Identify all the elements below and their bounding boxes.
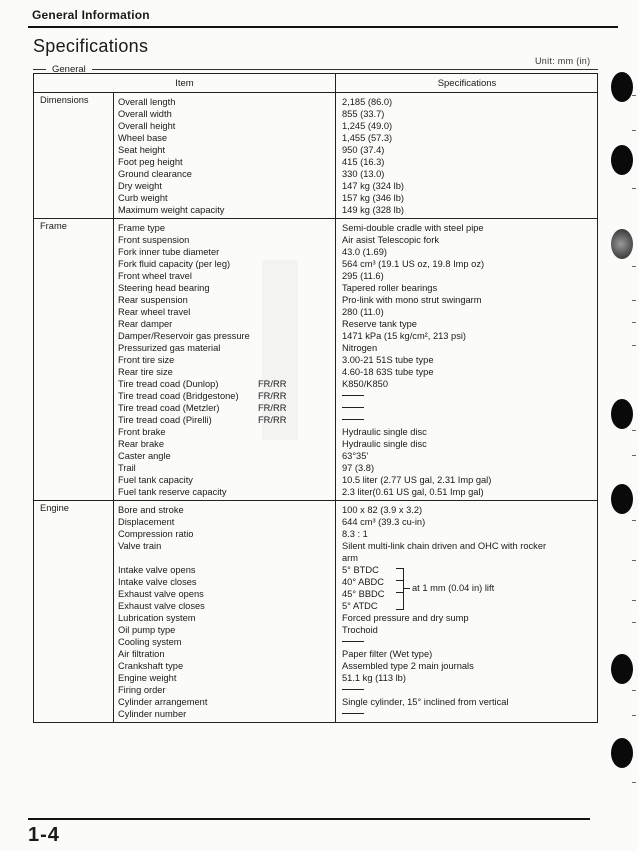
row-spec: Hydraulic single disc	[342, 439, 427, 449]
row-spec: Pro-link with mono strut swingarm	[342, 295, 482, 305]
row-item: Frame type	[118, 223, 166, 233]
row-item: Rear brake	[118, 439, 164, 449]
binder-hole-icon	[611, 229, 633, 259]
row-item: Engine weight	[118, 673, 177, 683]
table-row	[34, 144, 597, 156]
row-item: Wheel base	[118, 133, 168, 143]
row-spec: 10.5 liter (2.77 US gal, 2.31 Imp gal)	[342, 475, 492, 485]
binder-hole-icon	[611, 72, 633, 102]
row-spec	[342, 414, 364, 426]
category-label: Engine	[40, 503, 69, 513]
row-item: Compression ratio	[118, 529, 194, 539]
footer-rule	[28, 818, 590, 820]
edge-mark	[632, 520, 636, 521]
row-item: Cylinder arrangement	[118, 697, 208, 707]
table-row	[34, 624, 597, 636]
row-spec: Paper filter (Wet type)	[342, 649, 433, 659]
row-spec: 855 (33.7)	[342, 109, 385, 119]
row-item: Dry weight	[118, 181, 162, 191]
row-item: Overall length	[118, 97, 176, 107]
row-spec: 2,185 (86.0)	[342, 97, 393, 107]
row-item: Seat height	[118, 145, 166, 155]
table-row	[34, 366, 597, 378]
row-item: Rear wheel travel	[118, 307, 191, 317]
edge-mark	[632, 430, 636, 431]
row-spec: Nitrogen	[342, 343, 378, 353]
column-header-item: Item	[175, 78, 194, 89]
table-row	[34, 540, 597, 552]
binder-hole-icon	[611, 654, 633, 684]
row-item: Lubrication system	[118, 613, 196, 623]
table-row	[34, 258, 597, 270]
table-row	[34, 474, 597, 486]
row-spec: 1,245 (49.0)	[342, 121, 393, 131]
table-row	[34, 342, 597, 354]
table-row	[34, 438, 597, 450]
row-spec: arm	[342, 553, 359, 563]
edge-mark	[632, 715, 636, 716]
row-spec: Air asist Telescopic fork	[342, 235, 439, 245]
row-spec: 8.3 : 1	[342, 529, 368, 539]
table-row	[34, 552, 597, 564]
column-header-specifications: Specifications	[437, 78, 497, 89]
row-spec: 40° ABDC	[342, 577, 384, 587]
edge-mark	[632, 345, 636, 346]
group-frame	[34, 219, 597, 501]
table-row	[34, 132, 597, 144]
table-row	[34, 414, 597, 426]
table-row	[34, 306, 597, 318]
edge-mark	[632, 188, 636, 189]
page-number: 1-4	[28, 824, 60, 846]
group-engine	[34, 501, 597, 722]
row-spec	[342, 708, 364, 720]
table-row	[34, 222, 597, 234]
row-item: Cylinder number	[118, 709, 187, 719]
row-spec: Trochoid	[342, 625, 378, 635]
row-spec: 295 (11.6)	[342, 271, 384, 281]
table-row	[34, 156, 597, 168]
table-row	[34, 294, 597, 306]
row-item: Fuel tank capacity	[118, 475, 193, 485]
row-spec	[342, 390, 364, 402]
empty-value-dash	[342, 689, 364, 690]
row-item: Displacement	[118, 517, 175, 527]
table-row	[34, 684, 597, 696]
section-divider	[33, 69, 598, 70]
row-item: Rear suspension	[118, 295, 188, 305]
table-row	[34, 192, 597, 204]
row-item: Intake valve opens	[118, 565, 196, 575]
table-row	[34, 696, 597, 708]
empty-value-dash	[342, 419, 364, 420]
table-row	[34, 600, 597, 612]
unit-note: Unit: mm (in)	[535, 56, 591, 66]
table-row	[34, 120, 597, 132]
table-row	[34, 318, 597, 330]
row-spec: 147 kg (324 lb)	[342, 181, 405, 191]
row-item: Bore and stroke	[118, 505, 184, 515]
table-row	[34, 612, 597, 624]
row-spec: 43.0 (1.69)	[342, 247, 387, 257]
row-item: Foot peg height	[118, 157, 183, 167]
row-spec: Hydraulic single disc	[342, 427, 427, 437]
row-item: Valve train	[118, 541, 162, 551]
row-spec: Silent multi-link chain driven and OHC with rocker	[342, 541, 547, 551]
row-item: Tire tread coad (Bridgestone)	[118, 391, 239, 401]
row-spec: 5° BTDC	[342, 565, 379, 575]
table-row	[34, 636, 597, 648]
edge-mark	[632, 300, 636, 301]
row-spec: Reserve tank type	[342, 319, 417, 329]
table-row	[34, 486, 597, 498]
table-header-row	[34, 74, 597, 93]
group-dimensions	[34, 93, 597, 219]
table-row	[34, 378, 597, 390]
row-item: Steering head bearing	[118, 283, 210, 293]
row-item: Fuel tank reserve capacity	[118, 487, 227, 497]
category-label: Dimensions	[40, 95, 89, 105]
row-item: Crankshaft type	[118, 661, 184, 671]
table-row	[34, 660, 597, 672]
row-item: Front brake	[118, 427, 166, 437]
row-item: Trail	[118, 463, 136, 473]
row-spec: 330 (13.0)	[342, 169, 385, 179]
edge-mark	[632, 782, 636, 783]
table-row	[34, 282, 597, 294]
row-item: Caster angle	[118, 451, 171, 461]
row-item: Rear tire size	[118, 367, 173, 377]
row-item: Tire tread coad (Dunlop)	[118, 379, 219, 389]
row-item: Intake valve closes	[118, 577, 197, 587]
section-header: General Information	[32, 8, 150, 22]
table-row	[34, 168, 597, 180]
table-row	[34, 708, 597, 720]
table-row	[34, 234, 597, 246]
row-spec: 5° ATDC	[342, 601, 378, 611]
row-item: Fork fluid capacity (per leg)	[118, 259, 231, 269]
binder-hole-icon	[611, 399, 633, 429]
row-spec: 1471 kPa (15 kg/cm², 213 psi)	[342, 331, 467, 341]
row-spec: 644 cm³ (39.3 cu-in)	[342, 517, 426, 527]
row-item: Front suspension	[118, 235, 190, 245]
row-spec: 157 kg (346 lb)	[342, 193, 405, 203]
empty-value-dash	[342, 395, 364, 396]
table-row	[34, 516, 597, 528]
edge-mark	[632, 322, 636, 323]
header-rule	[28, 26, 618, 28]
row-item: Oil pump type	[118, 625, 176, 635]
row-item: Front wheel travel	[118, 271, 192, 281]
row-item: Cooling system	[118, 637, 182, 647]
table-row	[34, 528, 597, 540]
row-item: Overall width	[118, 109, 172, 119]
edge-mark	[632, 622, 636, 623]
row-spec: 280 (11.0)	[342, 307, 384, 317]
empty-value-dash	[342, 713, 364, 714]
binder-hole-icon	[611, 145, 633, 175]
row-item: Exhaust valve opens	[118, 589, 204, 599]
row-item: Ground clearance	[118, 169, 192, 179]
row-spec: 4.60-18 63S tube type	[342, 367, 434, 377]
page-title: Specifications	[33, 36, 149, 56]
row-spec: 51.1 kg (113 lb)	[342, 673, 406, 683]
row-spec	[342, 402, 364, 414]
table-row	[34, 354, 597, 366]
row-spec: 3.00-21 51S tube type	[342, 355, 434, 365]
row-spec: K850/K850	[342, 379, 389, 389]
row-item: Firing order	[118, 685, 166, 695]
row-item: Exhaust valve closes	[118, 601, 205, 611]
row-spec	[342, 684, 364, 696]
table-row	[34, 648, 597, 660]
binder-hole-icon	[611, 738, 633, 768]
row-item: Rear damper	[118, 319, 173, 329]
edge-mark	[632, 130, 636, 131]
table-row	[34, 96, 597, 108]
table-row	[34, 402, 597, 414]
table-row	[34, 330, 597, 342]
table-row	[34, 672, 597, 684]
table-row	[34, 576, 597, 588]
row-spec: 97 (3.8)	[342, 463, 375, 473]
row-spec: 63°35'	[342, 451, 369, 461]
row-spec: Single cylinder, 15° inclined from vertical	[342, 697, 509, 707]
table-row	[34, 246, 597, 258]
row-item: Tire tread coad (Metzler)	[118, 403, 220, 413]
row-spec: 415 (16.3)	[342, 157, 385, 167]
table-row	[34, 180, 597, 192]
row-item: Air filtration	[118, 649, 165, 659]
empty-value-dash	[342, 407, 364, 408]
row-item: Curb weight	[118, 193, 168, 203]
row-item: Tire tread coad (Pirelli)	[118, 415, 212, 425]
table-row	[34, 270, 597, 282]
row-position: FR/RR	[258, 391, 287, 401]
table-row	[34, 108, 597, 120]
binder-hole-icon	[611, 484, 633, 514]
edge-mark	[632, 690, 636, 691]
row-position: FR/RR	[258, 379, 287, 389]
row-spec: 950 (37.4)	[342, 145, 385, 155]
row-spec: Assembled type 2 main journals	[342, 661, 474, 671]
row-spec: 45° BBDC	[342, 589, 385, 599]
row-item: Front tire size	[118, 355, 175, 365]
edge-mark	[632, 266, 636, 267]
row-spec: 1,455 (57.3)	[342, 133, 393, 143]
table-row	[34, 462, 597, 474]
row-item: Damper/Reservoir gas pressure	[118, 331, 250, 341]
edge-mark	[632, 560, 636, 561]
table-row	[34, 426, 597, 438]
edge-mark	[632, 95, 636, 96]
row-position: FR/RR	[258, 403, 287, 413]
empty-value-dash	[342, 641, 364, 642]
row-spec: 2.3 liter(0.61 US gal, 0.51 Imp gal)	[342, 487, 484, 497]
row-spec: Forced pressure and dry sump	[342, 613, 469, 623]
edge-mark	[632, 455, 636, 456]
row-item: Fork inner tube diameter	[118, 247, 220, 257]
category-label: Frame	[40, 221, 67, 231]
row-item: Overall height	[118, 121, 176, 131]
table-row	[34, 204, 597, 216]
row-spec: Semi-double cradle with steel pipe	[342, 223, 484, 233]
table-row	[34, 588, 597, 600]
row-spec: 149 kg (328 lb)	[342, 205, 405, 215]
row-spec: Tapered roller bearings	[342, 283, 438, 293]
row-position: FR/RR	[258, 415, 287, 425]
row-spec	[342, 636, 364, 648]
row-item: Maximum weight capacity	[118, 205, 225, 215]
section-label: General	[46, 64, 92, 75]
row-spec: 564 cm³ (19.1 US oz, 19.8 Imp oz)	[342, 259, 485, 269]
edge-mark	[632, 600, 636, 601]
row-item: Pressurized gas material	[118, 343, 221, 353]
table-row	[34, 390, 597, 402]
valve-timing-note: at 1 mm (0.04 in) lift	[412, 583, 495, 593]
table-row	[34, 504, 597, 516]
table-row	[34, 450, 597, 462]
spec-table	[33, 73, 598, 723]
row-spec: 100 x 82 (3.9 x 3.2)	[342, 505, 423, 515]
